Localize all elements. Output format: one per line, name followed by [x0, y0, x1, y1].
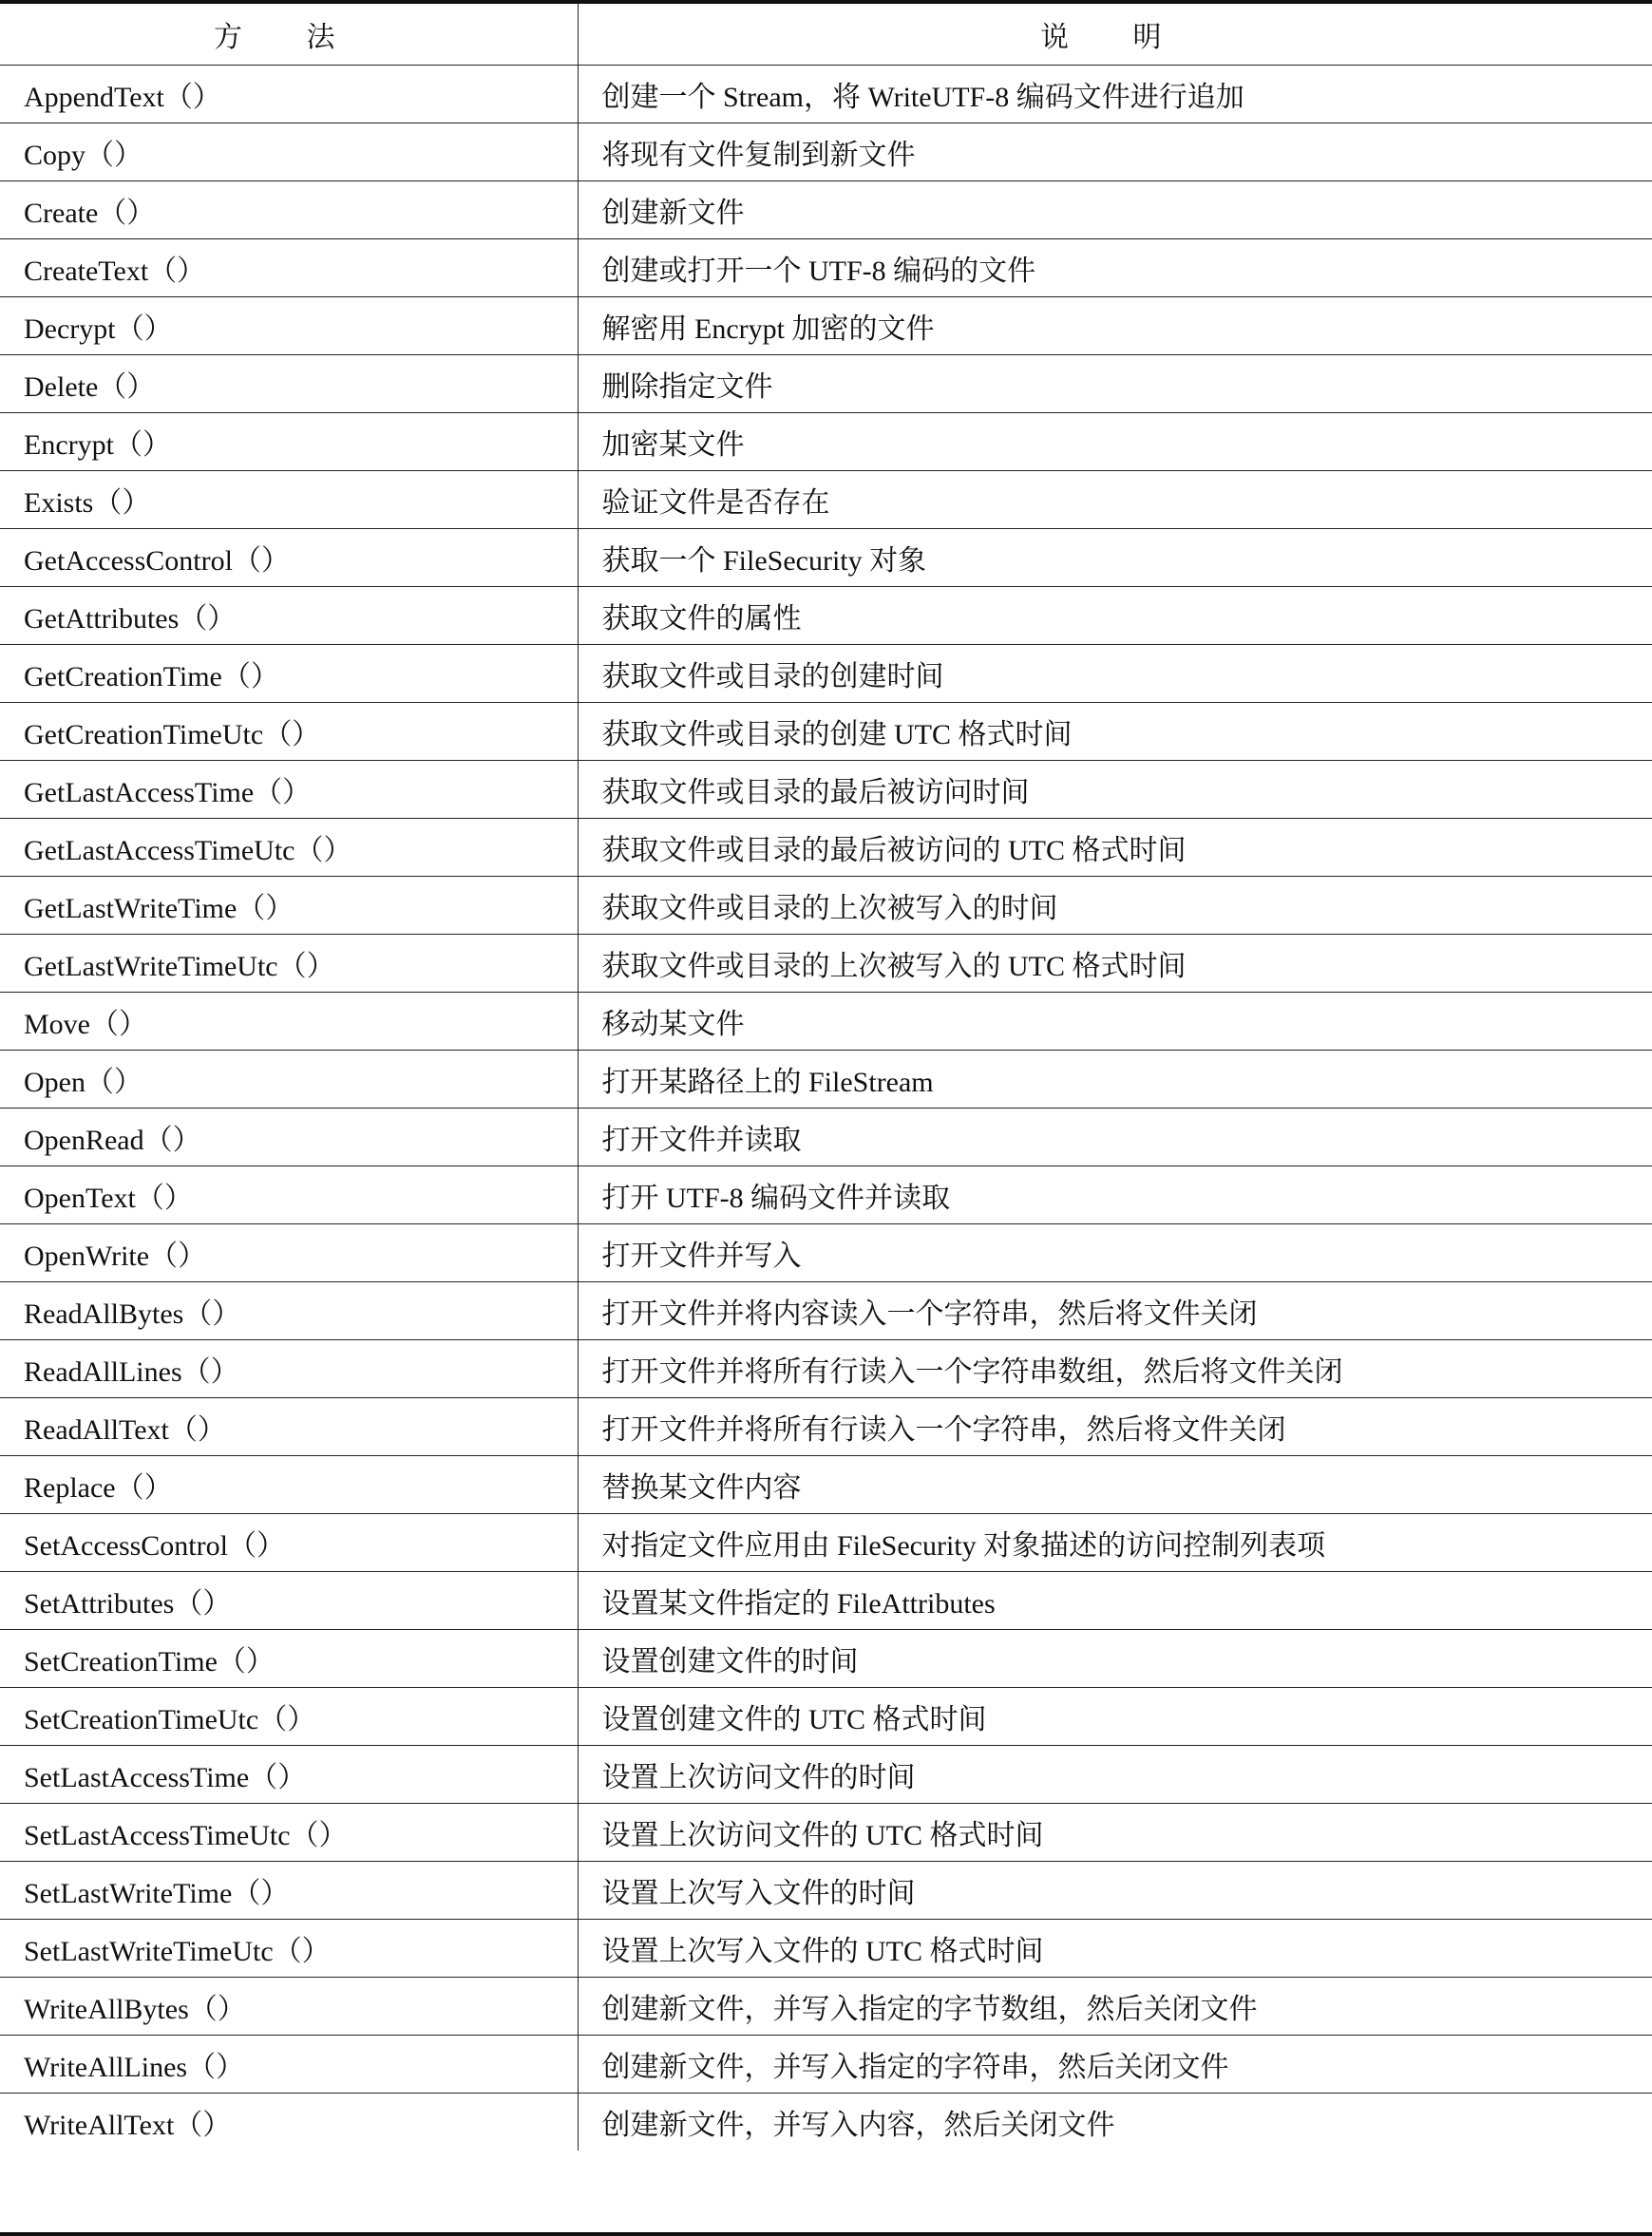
- method-cell: SetLastWriteTime（）: [0, 1862, 578, 1920]
- method-cell: SetAccessControl（）: [0, 1514, 578, 1572]
- description-cell: 对指定文件应用由 FileSecurity 对象描述的访问控制列表项: [578, 1514, 1652, 1572]
- table-row: [0, 297, 1652, 355]
- table-row: [0, 1051, 1652, 1109]
- description-cell: 设置上次写入文件的 UTC 格式时间: [578, 1920, 1652, 1978]
- description-cell: 设置上次访问文件的 UTC 格式时间: [578, 1804, 1652, 1862]
- table-row: [0, 1862, 1652, 1920]
- method-cell: Decrypt（）: [0, 297, 578, 355]
- description-cell: 获取文件或目录的创建时间: [578, 645, 1652, 703]
- table-row: [0, 355, 1652, 413]
- description-cell: 打开文件并写入: [578, 1224, 1652, 1282]
- method-cell: ReadAllText（）: [0, 1398, 578, 1456]
- description-cell: 创建新文件，并写入内容，然后关闭文件: [601, 2110, 1115, 2141]
- table-row: [0, 123, 1652, 181]
- method-cell: GetLastAccessTime（）: [0, 761, 578, 819]
- description-cell: 获取文件或目录的上次被写入的时间: [578, 877, 1652, 935]
- description-cell: 替换某文件内容: [578, 1456, 1652, 1514]
- method-cell: Copy（）: [0, 123, 578, 181]
- method-cell: Replace（）: [0, 1456, 578, 1514]
- method-cell: WriteAllLines（）: [0, 2036, 578, 2094]
- method-cell: GetCreationTimeUtc（）: [0, 703, 578, 761]
- method-cell: Open（）: [0, 1051, 578, 1109]
- method-cell: CreateText（）: [0, 239, 578, 297]
- method-cell: SetCreationTime（）: [0, 1630, 578, 1688]
- method-cell: Move（）: [0, 993, 578, 1051]
- description-cell: 获取文件或目录的创建 UTC 格式时间: [578, 703, 1652, 761]
- method-cell: SetCreationTimeUtc（）: [0, 1688, 578, 1746]
- method-cell: Create（）: [0, 181, 578, 239]
- description-cell: 移动某文件: [578, 993, 1652, 1051]
- table-body: [0, 66, 1652, 2151]
- description-cell: 设置创建文件的 UTC 格式时间: [578, 1688, 1652, 1746]
- table-row: [0, 935, 1652, 993]
- table-header-row: [0, 4, 1652, 66]
- description-cell: 获取文件或目录的最后被访问时间: [578, 761, 1652, 819]
- table-row: [0, 1456, 1652, 1514]
- description-cell: 获取文件或目录的最后被访问的 UTC 格式时间: [578, 819, 1652, 877]
- table-row: [0, 66, 1652, 123]
- method-cell: GetCreationTime（）: [0, 645, 578, 703]
- table-row: [0, 1398, 1652, 1456]
- method-cell: OpenWrite（）: [0, 1224, 578, 1282]
- method-cell: GetAccessControl（）: [0, 529, 578, 587]
- description-cell: 打开文件并读取: [578, 1109, 1652, 1166]
- method-cell: GetLastAccessTimeUtc（）: [0, 819, 578, 877]
- method-cell: GetLastWriteTimeUtc（）: [0, 935, 578, 993]
- table-row: [0, 1978, 1652, 2036]
- description-cell: 打开文件并将所有行读入一个字符串，然后将文件关闭: [578, 1398, 1652, 1456]
- table-row: [0, 587, 1652, 645]
- description-cell: 创建一个 Stream，将 WriteUTF-8 编码文件进行追加: [578, 66, 1652, 123]
- method-cell: Exists（）: [0, 471, 578, 529]
- method-cell: GetAttributes（）: [0, 587, 578, 645]
- method-cell: SetLastAccessTimeUtc（）: [0, 1804, 578, 1862]
- table-row: [0, 1514, 1652, 1572]
- description-cell: 设置某文件指定的 FileAttributes: [578, 1572, 1652, 1630]
- method-cell: SetAttributes（）: [0, 1572, 578, 1630]
- table-row: [0, 471, 1652, 529]
- table-row: [0, 2036, 1652, 2094]
- method-column-header: 方 法: [0, 4, 578, 66]
- description-cell: 设置上次访问文件的时间: [578, 1746, 1652, 1804]
- methods-table: [0, 4, 1652, 2151]
- description-cell: 设置创建文件的时间: [578, 1630, 1652, 1688]
- table-row: [0, 413, 1652, 471]
- table-row: [0, 1630, 1652, 1688]
- description-cell: 获取文件的属性: [578, 587, 1652, 645]
- method-cell: Encrypt（）: [0, 413, 578, 471]
- method-cell: SetLastAccessTime（）: [0, 1746, 578, 1804]
- description-cell: 加密某文件: [578, 413, 1652, 471]
- description-cell: 验证文件是否存在: [578, 471, 1652, 529]
- table-row: [0, 529, 1652, 587]
- description-cell: 删除指定文件: [578, 355, 1652, 413]
- method-cell: SetLastWriteTimeUtc（）: [0, 1920, 578, 1978]
- method-cell: Delete（）: [0, 355, 578, 413]
- description-column-header: 说 明: [578, 4, 1652, 66]
- description-cell: 获取一个 FileSecurity 对象: [578, 529, 1652, 587]
- table-row: [0, 645, 1652, 703]
- description-cell: 获取文件或目录的上次被写入的 UTC 格式时间: [578, 935, 1652, 993]
- method-cell: OpenRead（）: [0, 1109, 578, 1166]
- description-cell: 设置上次写入文件的时间: [578, 1862, 1652, 1920]
- table-row: [0, 181, 1652, 239]
- description-cell: 解密用 Encrypt 加密的文件: [578, 297, 1652, 355]
- table-row: [0, 239, 1652, 297]
- method-cell: OpenText（）: [0, 1166, 578, 1224]
- table-row: [0, 703, 1652, 761]
- table-row: [0, 1224, 1652, 1282]
- table-row: [0, 1804, 1652, 1862]
- description-cell: 将现有文件复制到新文件: [578, 123, 1652, 181]
- method-cell: WriteAllText（）: [0, 2094, 578, 2151]
- method-cell: ReadAllBytes（）: [0, 1282, 578, 1340]
- table-row: [0, 1109, 1652, 1166]
- table-row: [0, 761, 1652, 819]
- description-cell: 打开某路径上的 FileStream: [578, 1051, 1652, 1109]
- description-cell: 创建新文件: [578, 181, 1652, 239]
- description-cell: 创建或打开一个 UTF-8 编码的文件: [578, 239, 1652, 297]
- table-row: [0, 993, 1652, 1051]
- table-row: [0, 2094, 1652, 2151]
- method-cell: ReadAllLines（）: [0, 1340, 578, 1398]
- description-cell: 打开文件并将内容读入一个字符串，然后将文件关闭: [578, 1282, 1652, 1340]
- table-row: [0, 1572, 1652, 1630]
- table-row: [0, 877, 1652, 935]
- table-row: [0, 1282, 1652, 1340]
- method-cell: AppendText（）: [0, 66, 578, 123]
- table-row: [0, 1166, 1652, 1224]
- method-cell: WriteAllBytes（）: [0, 1978, 578, 2036]
- table-row: [0, 819, 1652, 877]
- table-row: [0, 1340, 1652, 1398]
- table-row: [0, 1746, 1652, 1804]
- table-row: [0, 1920, 1652, 1978]
- table-row: [0, 1688, 1652, 1746]
- description-cell: 打开文件并将所有行读入一个字符串数组，然后将文件关闭: [578, 1340, 1652, 1398]
- description-cell: 打开 UTF-8 编码文件并读取: [578, 1166, 1652, 1224]
- description-cell: 创建新文件，并写入指定的字符串，然后关闭文件: [578, 2036, 1652, 2094]
- description-cell: 创建新文件，并写入指定的字节数组，然后关闭文件: [578, 1978, 1652, 2036]
- method-cell: GetLastWriteTime（）: [0, 877, 578, 935]
